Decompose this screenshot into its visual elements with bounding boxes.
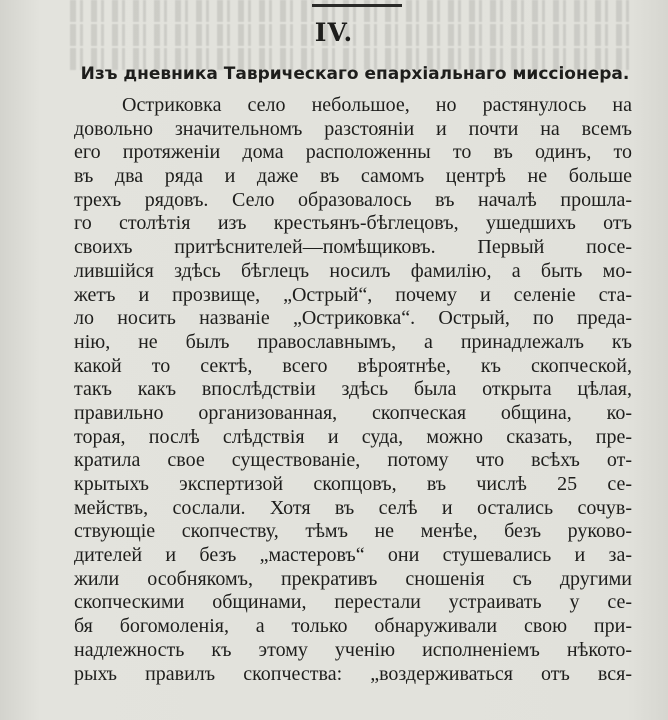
body-text (74, 94, 632, 686)
text-line: лившійся здѣсь бѣглецъ носилъ фамилію, а быть мо- (74, 259, 632, 282)
text-line: нію, не былъ православнымъ, а принадлежалъ къ (74, 330, 632, 353)
text-line: жетъ и прозвище, „Острый“, почему и селеніе ста- (74, 283, 632, 306)
text-line: такъ какъ впослѣдствіи здѣсь была открыта цѣлая, (74, 378, 632, 401)
text-line: кратила свое существованіе, потому что всѣхъ от- (74, 449, 632, 472)
section-number: IV. (314, 18, 354, 47)
text-line: бя богомоленія, а только обнаруживали свою при- (74, 615, 632, 638)
text-line: рыхъ правилъ скопчества: „воздерживаться отъ вся- (74, 662, 632, 685)
text-line: въ два ряда и даже въ самомъ центрѣ не больше (74, 165, 632, 188)
text-line: го столѣтія изъ крестьянъ-бѣглецовъ, ушедшихъ отъ (74, 212, 632, 235)
text-line: скопческими общинами, перестали устраивать у се- (74, 591, 632, 614)
text-line: довольно значительномъ разстояніи и почти на всемъ (74, 117, 632, 140)
text-line: торая, послѣ слѣдствія и суда, можно сказать, пре- (74, 425, 632, 448)
text-line: трехъ рядовъ. Село образовалось въ началѣ прошла- (74, 188, 632, 211)
text-line: ло носить названіе „Остриковка“. Острый, по преда- (74, 307, 632, 330)
text-line: какой то сектѣ, всего вѣроятнѣе, къ скопческой, (74, 354, 632, 377)
text-line: правильно организованная, скопческая община, ко- (74, 401, 632, 424)
text-line: ствующіе скопчеству, тѣмъ не менѣе, безъ руково- (74, 520, 632, 543)
text-line: мействъ, сослали. Хотя въ селѣ и остались сочув- (74, 496, 632, 519)
text-line: крытыхъ экспертизой скопцовъ, въ числѣ 25 се- (74, 473, 632, 495)
article-heading: Изъ дневника Таврическаго епархіальнаго миссіонера. (80, 64, 630, 84)
text-line: дителей и безъ „мастеровъ“ они стушевались и за- (74, 544, 632, 567)
text-line: его протяженіи дома расположенны то въ одинъ, то (74, 141, 632, 164)
text-line: своихъ притѣснителей—помѣщиковъ. Первый посе- (74, 236, 632, 259)
text-line: надлежность къ этому ученію исполненіемъ нѣкото- (74, 638, 632, 661)
top-rule (312, 4, 402, 7)
text-line: жили особнякомъ, прекративъ сношенія съ другими (74, 567, 632, 590)
text-line: Остриковка село небольшое, но растянулось на (122, 94, 632, 116)
